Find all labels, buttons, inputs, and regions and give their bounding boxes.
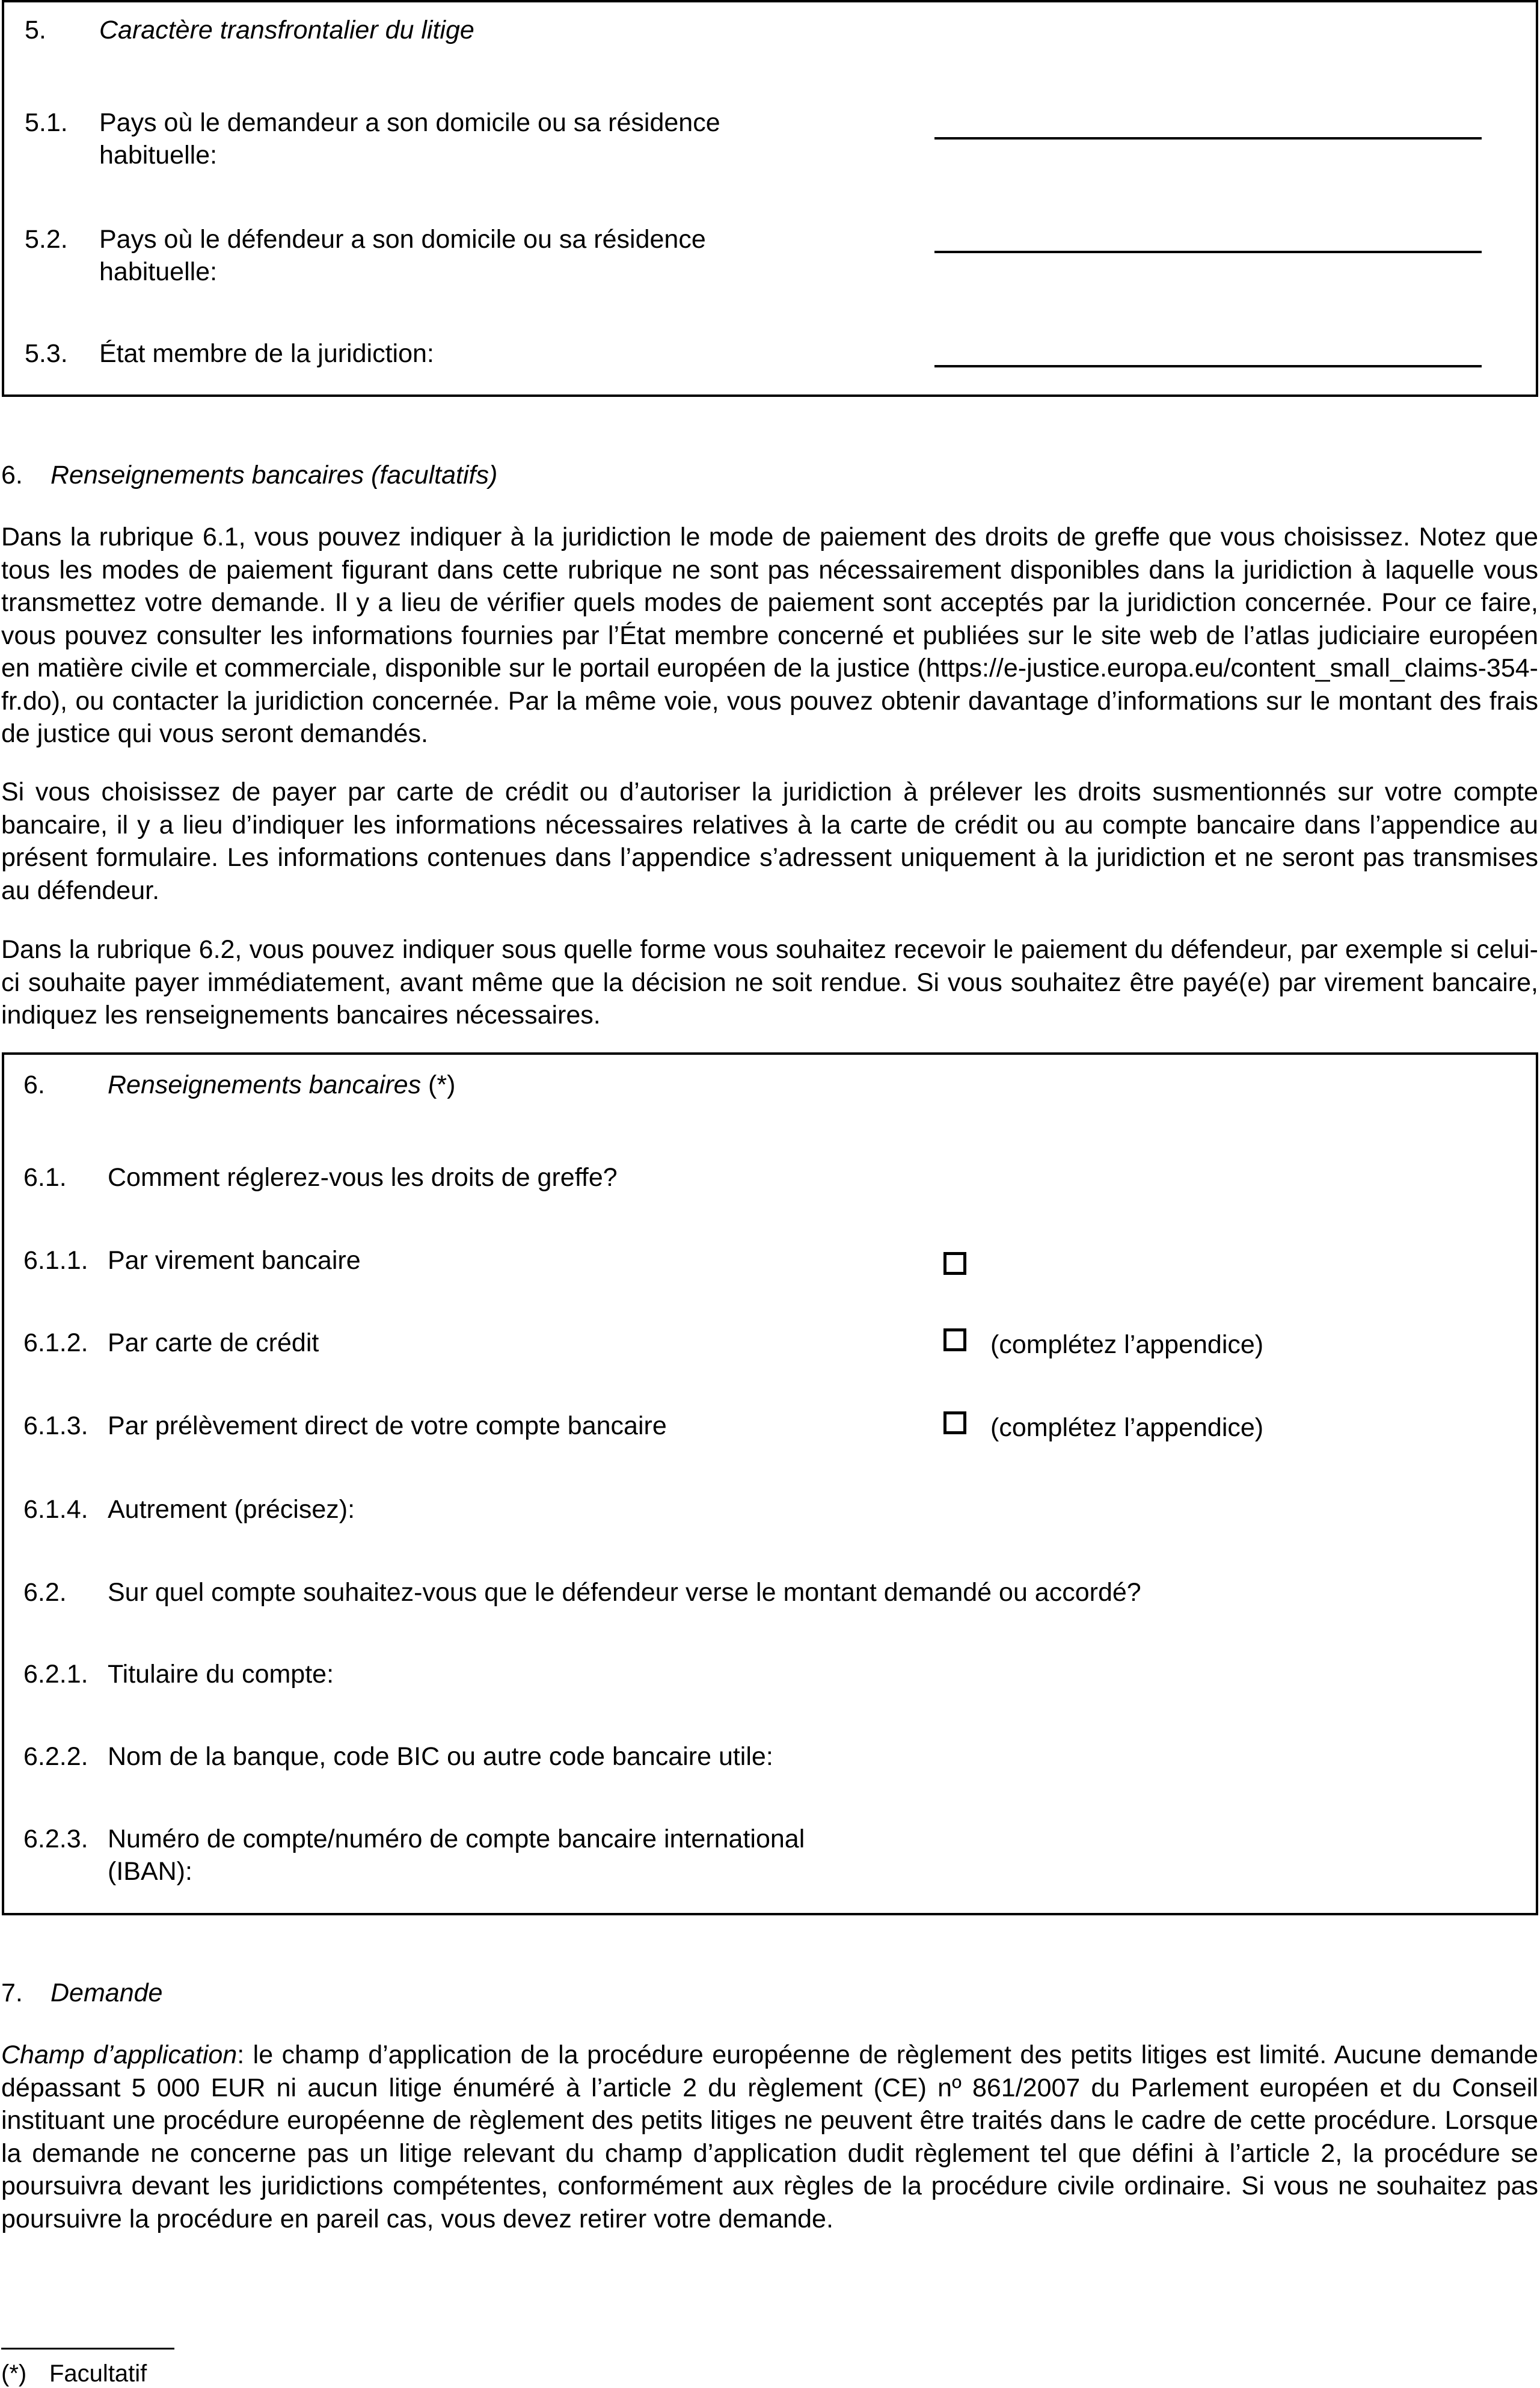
q-6-1-number: 6.1. xyxy=(23,1163,67,1192)
q-6-1-4-label: Autrement (précisez): xyxy=(108,1495,355,1524)
item-5-3-label: État membre de la juridiction: xyxy=(99,339,434,368)
option-6-1-1-number: 6.1.1. xyxy=(23,1246,88,1275)
footnote-text: Facultatif xyxy=(49,2360,147,2387)
checkbox-virement-bancaire[interactable] xyxy=(943,1252,966,1275)
footnote-rule xyxy=(1,2348,174,2350)
item-5-2-label-cont: habituelle: xyxy=(99,257,218,286)
checkbox-prelevement-direct[interactable] xyxy=(943,1411,966,1434)
q-6-2-1-label: Titulaire du compte: xyxy=(108,1660,334,1689)
option-6-1-2-label: Par carte de crédit xyxy=(108,1328,319,1357)
section-7-title: Demande xyxy=(51,1978,163,2007)
section-6-paragraph-3: Dans la rubrique 6.2, vous pouvez indiquer sous quelle forme vous souhaitez recevoir le paiement du défendeur, par exemple si celui-ci souhaite payer immédiatement, avant même que la décision ne soit rendue. Si vous souhaitez être payé(e) par virement bancaire, indiquez les renseignements bancaires nécessaires. xyxy=(1,935,1538,1030)
option-6-1-3-label: Par prélèvement direct de votre compte bancaire xyxy=(108,1411,667,1440)
q-6-2-number: 6.2. xyxy=(23,1578,67,1607)
q-6-2-label: Sur quel compte souhaitez-vous que le défendeur verse le montant demandé ou accordé? xyxy=(108,1578,1141,1607)
q-6-2-2-label: Nom de la banque, code BIC ou autre code bancaire utile: xyxy=(108,1742,773,1771)
section-6-intro-title: Renseignements bancaires (facultatifs) xyxy=(51,461,498,490)
section-6-box-number: 6. xyxy=(23,1070,45,1099)
option-6-1-3-number: 6.1.3. xyxy=(23,1411,88,1440)
item-5-1-label: Pays où le demandeur a son domicile ou sa résidence xyxy=(99,108,720,137)
checkbox-carte-credit[interactable] xyxy=(943,1328,966,1351)
item-5-2-number: 5.2. xyxy=(25,225,68,254)
section-7-body: : le champ d’application de la procédure européenne de règlement des petits litiges est limité. Aucune demande dépassant 5 000 EUR ni aucun litige énuméré à l’article 2 du règlement (CE) nº 861/2007 du Parlement européen et du Conseil instituant une procédure européenne de règlement des petits litiges ne peuvent être traités dans le cadre de cette procédure. Lorsque la demande ne concerne pas un litige relevant du champ d’application dudit règlement tel que défini à l’article 2, la procédure se poursuivra devant les juridictions compétentes, conformément aux règles de la procédure civile ordinaire. Si vous ne souhaitez pas poursuivre la procédure en pareil cas, vous devez retirer votre demande. xyxy=(1,2040,1538,2233)
option-6-1-2-note: (complétez l’appendice) xyxy=(990,1330,1264,1359)
section-7-paragraph xyxy=(1,2039,1538,2235)
field-5-3-etat-membre[interactable] xyxy=(934,365,1482,367)
field-5-2-domicile-defendeur[interactable] xyxy=(934,251,1482,253)
q-6-2-1-number: 6.2.1. xyxy=(23,1660,88,1689)
item-5-1-label-cont: habituelle: xyxy=(99,141,218,170)
section-6-paragraph-2: Si vous choisissez de payer par carte de crédit ou d’autoriser la juridiction à prélever les droits susmentionnés sur votre compte bancaire, il y a lieu d’indiquer les informations nécessaires relatives à la carte de crédit ou au compte bancaire dans l’appendice au présent formulaire. Les informations contenues dans l’appendice s’adressent uniquement à la juridiction et ne seront pas transmises au défendeur. xyxy=(1,778,1538,905)
section-6-box-title-wrap xyxy=(108,1070,455,1100)
q-6-2-3-label-cont: (IBAN): xyxy=(108,1857,192,1886)
item-5-2-label: Pays où le défendeur a son domicile ou sa résidence xyxy=(99,225,706,254)
q-6-2-2-number: 6.2.2. xyxy=(23,1742,88,1771)
field-5-1-domicile-demandeur[interactable] xyxy=(934,137,1482,140)
q-6-2-3-number: 6.2.3. xyxy=(23,1825,88,1853)
section-6-box xyxy=(2,1052,1538,1915)
option-6-1-1-label: Par virement bancaire xyxy=(108,1246,361,1275)
q-6-1-label: Comment réglerez-vous les droits de greffe? xyxy=(108,1163,618,1192)
section-6-paragraph-1: Dans la rubrique 6.1, vous pouvez indiquer à la juridiction le mode de paiement des droits de greffe que vous choisissez. Notez que tous les modes de paiement figurant dans cette rubrique ne sont pas nécessairement disponibles dans la juridiction à laquelle vous transmettez votre demande. Il y a lieu de vérifier quels modes de paiement sont acceptés par la juridiction concernée. Pour ce faire, vous pouvez consulter les informations fournies par l’État membre concerné et publiées sur le site web de l’atlas judiciaire européen en matière civile et commerciale, disponible sur le portail européen de la justice (https://e-justice.europa.eu/content_small_claims-354-fr.do), ou contacter la juridiction concernée. Par la même voie, vous pouvez obtenir davantage d’informations sur le montant des frais de justice qui vous seront demandés. xyxy=(1,523,1538,748)
q-6-1-4-number: 6.1.4. xyxy=(23,1495,88,1524)
footnote-marker: (*) xyxy=(1,2360,27,2387)
section-5-box xyxy=(2,0,1538,397)
section-5-title: Caractère transfrontalier du litige xyxy=(99,16,474,45)
section-5-number: 5. xyxy=(25,16,46,45)
section-6-intro-number: 6. xyxy=(1,461,23,490)
section-7-number: 7. xyxy=(1,1978,23,2007)
option-6-1-3-note: (complétez l’appendice) xyxy=(990,1413,1264,1442)
item-5-3-number: 5.3. xyxy=(25,339,68,368)
q-6-2-3-label: Numéro de compte/numéro de compte bancaire international xyxy=(108,1825,805,1853)
section-7-lead: Champ d’application xyxy=(1,2040,238,2069)
section-6-box-title: Renseignements bancaires xyxy=(108,1070,422,1099)
item-5-1-number: 5.1. xyxy=(25,108,68,137)
option-6-1-2-number: 6.1.2. xyxy=(23,1328,88,1357)
footnote-ref: (*) xyxy=(428,1070,456,1099)
